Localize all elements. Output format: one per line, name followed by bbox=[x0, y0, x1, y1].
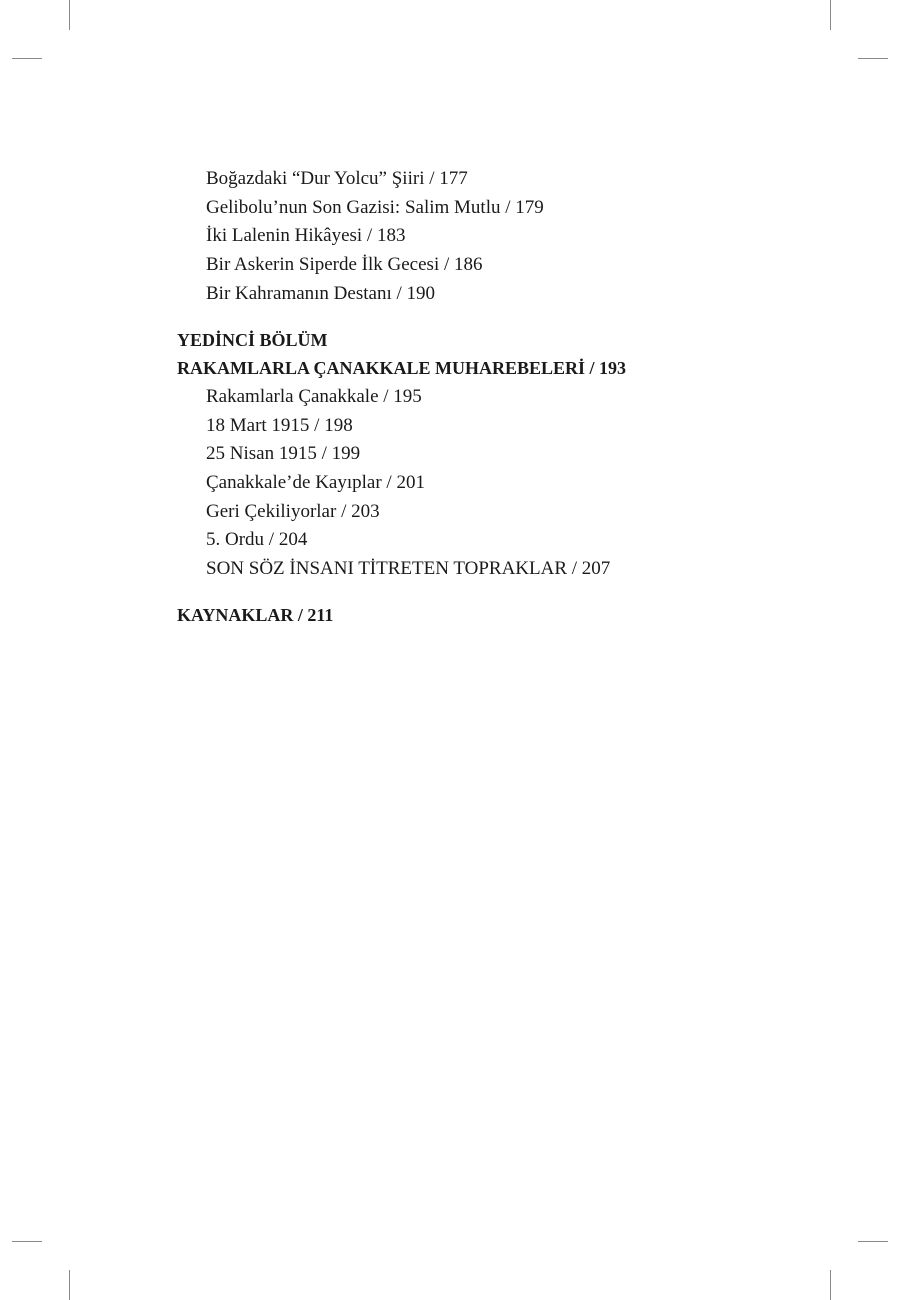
crop-mark-top-left-vertical bbox=[69, 0, 70, 30]
crop-mark-top-right-horizontal bbox=[858, 58, 888, 59]
toc-chapter bbox=[177, 326, 777, 584]
toc-entry: 25 Nisan 1915 / 199 bbox=[206, 443, 361, 465]
crop-mark-top-left-horizontal bbox=[12, 58, 42, 59]
toc-entry: Bir Kahramanın Destanı / 190 bbox=[206, 282, 436, 304]
crop-mark-bottom-right-vertical bbox=[830, 1270, 831, 1300]
toc-entry: Bir Askerin Siperde İlk Gecesi / 186 bbox=[206, 254, 483, 276]
toc-entry: Geri Çekiliyorlar / 203 bbox=[206, 500, 380, 522]
toc-entry: Gelibolu’nun Son Gazisi: Salim Mutlu / 179 bbox=[206, 196, 544, 218]
table-of-contents bbox=[177, 165, 777, 630]
crop-mark-top-right-vertical bbox=[830, 0, 831, 30]
crop-mark-bottom-right-horizontal bbox=[858, 1241, 888, 1242]
toc-entry: 18 Mart 1915 / 198 bbox=[206, 414, 353, 436]
toc-entry: 5. Ordu / 204 bbox=[206, 529, 308, 551]
toc-entry: Rakamlarla Çanakkale / 195 bbox=[206, 385, 422, 407]
chapter-title: RAKAMLARLA ÇANAKKALE MUHAREBELERİ / 193 bbox=[177, 358, 627, 379]
crop-mark-bottom-left-vertical bbox=[69, 1270, 70, 1300]
toc-entry: Çanakkale’de Kayıplar / 201 bbox=[206, 472, 425, 494]
chapter-label: YEDİNCİ BÖLÜM bbox=[177, 329, 328, 350]
toc-sources bbox=[177, 601, 777, 630]
toc-entry: SON SÖZ İNSANI TİTRETEN TOPRAKLAR / 207 bbox=[206, 558, 611, 580]
toc-group-continued bbox=[177, 165, 777, 309]
toc-entry: İki Lalenin Hikâyesi / 183 bbox=[206, 225, 406, 247]
toc-entry: Boğazdaki “Dur Yolcu” Şiiri / 177 bbox=[206, 168, 468, 189]
sources-heading: KAYNAKLAR / 211 bbox=[177, 604, 334, 625]
crop-mark-bottom-left-horizontal bbox=[12, 1241, 42, 1242]
